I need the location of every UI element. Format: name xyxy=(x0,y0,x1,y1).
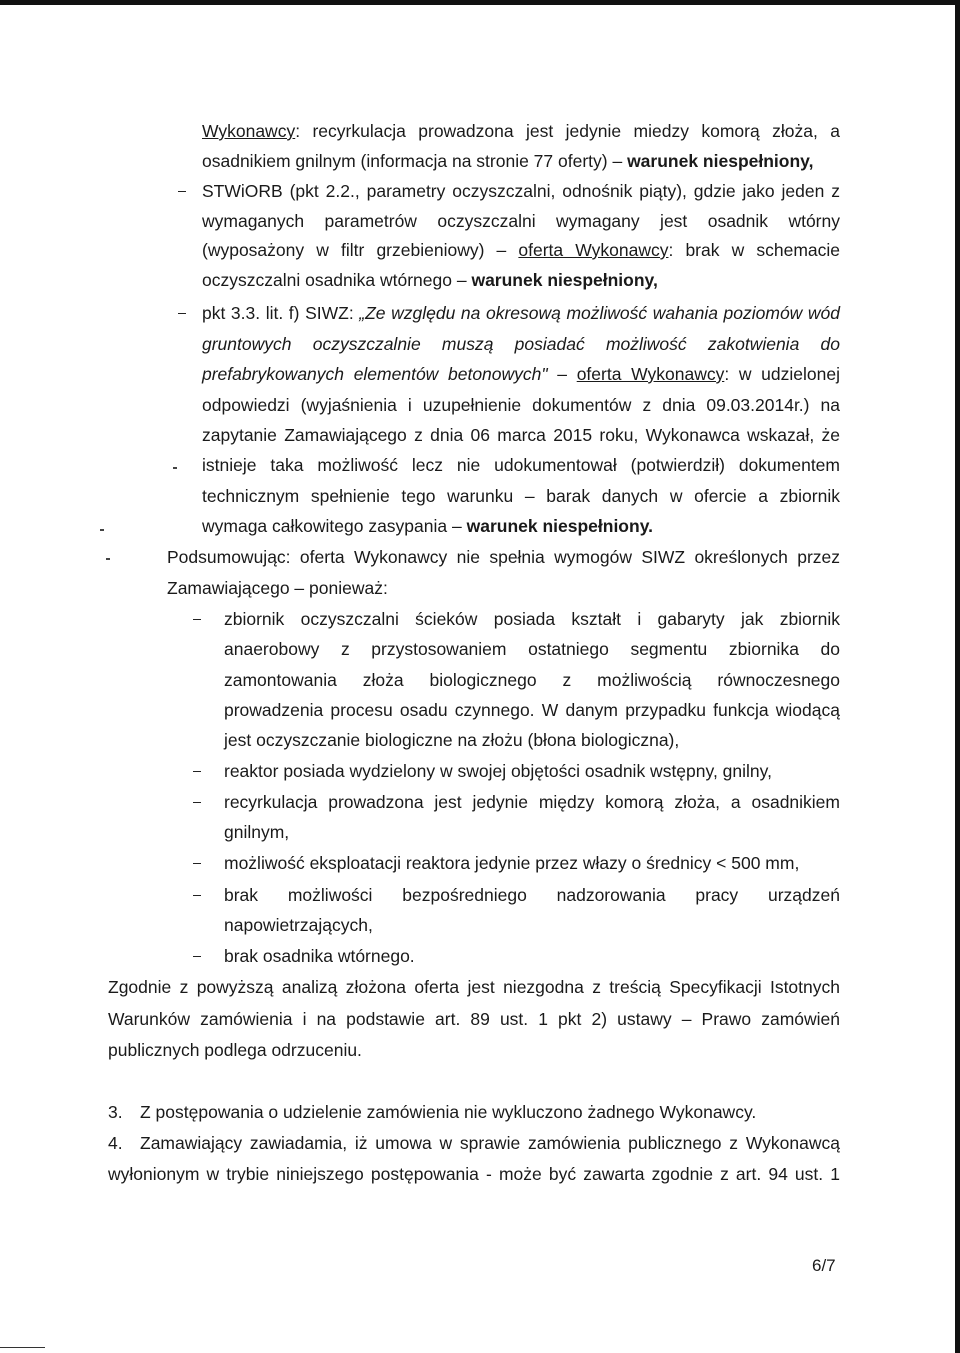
bullet-dash xyxy=(193,802,201,803)
pkt-line7: technicznym spełnienie tego warunku – barak danych w ofercie a zbiornik xyxy=(202,486,840,506)
scan-top-edge xyxy=(0,0,960,5)
pkt-line4: odpowiedzi (wyjaśnienia i uzupełnienie dokumentów z dnia 09.03.2014r.) na xyxy=(202,395,840,415)
reason5-line1: brak możliwości bezpośredniego nadzorowania pracy urządzeń xyxy=(224,885,840,905)
bullet-dash xyxy=(193,619,201,620)
paragraph1-line1: Wykonawcy: recyrkulacja prowadzona jest jedynie miedzy komorą złoża, a xyxy=(202,121,840,141)
scan-speck xyxy=(173,467,177,469)
stwiorb-line3: (wyposażony w filtr grzebieniowy) – oferta Wykonawcy: brak w schemacie xyxy=(202,240,841,260)
paragraph1-line2: osadnikiem gnilnym (informacja na stronie 77 oferty) – warunek niespełniony, xyxy=(202,151,814,171)
reason5-line2: napowietrzających, xyxy=(224,915,373,935)
reason6-line1: brak osadnika wtórnego. xyxy=(224,946,415,966)
footer-rule xyxy=(0,1347,45,1348)
bullet-dash xyxy=(178,191,186,192)
oferta-wykonawcy-label: oferta Wykonawcy xyxy=(518,240,669,260)
oferta-wykonawcy-label: oferta Wykonawcy xyxy=(576,364,725,384)
point3-text: Z postępowania o udzielenie zamówienia nie wykluczono żadnego Wykonawcy. xyxy=(140,1102,757,1122)
pkt-line1: pkt 3.3. lit. f) SIWZ: „Ze względu na okresową możliwość wahania poziomów wód xyxy=(202,303,841,323)
reason1-line1: zbiornik oczyszczalni ścieków posiada kształt i gabaryty jak zbiornik xyxy=(224,609,840,629)
condition-not-met: warunek niespełniony, xyxy=(627,151,814,171)
reason1-line4: prowadzenia procesu osadu czynnego. W danym przypadku funkcja wiodącą xyxy=(224,700,840,720)
pkt-line3: prefabrykowanych elementów betonowych" – oferta Wykonawcy: w udzielonej xyxy=(202,364,840,384)
stwiorb-line4: oczyszczalni osadnika wtórnego – warunek niespełniony, xyxy=(202,270,658,290)
bullet-dash xyxy=(178,313,186,314)
conclusion-line2: Warunków zamówienia i na podstawie art. 89 ust. 1 pkt 2) ustawy – Prawo zamówień xyxy=(108,1009,840,1029)
reason1-line5: jest oczyszczanie biologiczne na złożu (błona biologiczna), xyxy=(224,730,680,750)
scan-speck xyxy=(106,558,110,560)
point4-line2: wyłonionym w trybie niniejszego postępowania - może być zawarta zgodnie z art. 94 ust. 1 xyxy=(108,1164,840,1184)
pkt-line6: istnieje taka możliwość lecz nie udokumentował (potwierdził) dokumentem xyxy=(202,455,840,475)
pkt-line8: wymaga całkowitego zasypania – warunek niespełniony. xyxy=(202,516,653,536)
reason2-line1: reaktor posiada wydzielony w swojej objętości osadnik wstępny, gnilny, xyxy=(224,761,772,781)
scan-right-edge xyxy=(955,0,960,1353)
wykonawcy-label: Wykonawcy xyxy=(202,121,296,141)
bullet-dash xyxy=(193,895,201,896)
point4-line1: Zamawiający zawiadamia, iż umowa w sprawie zamówienia publicznego z Wykonawcą xyxy=(140,1133,840,1153)
summary-line2: Zamawiającego – ponieważ: xyxy=(167,578,388,598)
bullet-dash xyxy=(193,863,201,864)
bullet-dash xyxy=(193,956,201,957)
reason3-line1: recyrkulacja prowadzona jest jedynie między komorą złoża, a osadnikiem xyxy=(224,792,840,812)
pkt-line5: zapytanie Zamawiającego z dnia 06 marca 2015 roku, Wykonawca wskazał, że xyxy=(202,425,840,445)
stwiorb-line1: STWiORB (pkt 2.2., parametry oczyszczalni, odnośnik piąty), gdzie jako jeden z xyxy=(202,181,840,201)
pkt-line2: gruntowych oczyszczalnie muszą posiadać możliwość zakotwienia do xyxy=(202,334,840,354)
conclusion-line1: Zgodnie z powyższą analizą złożona oferta jest niezgodna z treścią Specyfikacji Istotnych xyxy=(108,977,840,997)
reason1-line3: zamontowania złoża biologicznego z możliwością równoczesnego xyxy=(224,670,840,690)
page-number: 6/7 xyxy=(812,1256,836,1275)
condition-not-met: warunek niespełniony. xyxy=(466,516,653,536)
conclusion-line3: publicznych podlega odrzuceniu. xyxy=(108,1040,362,1060)
condition-not-met: warunek niespełniony, xyxy=(471,270,658,290)
reason4-line1: możliwość eksploatacji reaktora jedynie przez włazy o średnicy < 500 mm, xyxy=(224,853,800,873)
reason3-line2: gnilnym, xyxy=(224,822,290,842)
bullet-dash xyxy=(193,771,201,772)
point4-number: 4. xyxy=(108,1133,123,1153)
point3-number: 3. xyxy=(108,1102,123,1122)
scan-speck xyxy=(100,529,104,531)
stwiorb-line2: wymaganych parametrów oczyszczalni wymagany jest osadnik wtórny xyxy=(202,211,840,231)
reason1-line2: anaerobowy z przystosowaniem ostatniego segmentu zbiornika do xyxy=(224,639,840,659)
summary-line1: Podsumowując: oferta Wykonawcy nie spełnia wymogów SIWZ określonych przez xyxy=(167,547,840,567)
